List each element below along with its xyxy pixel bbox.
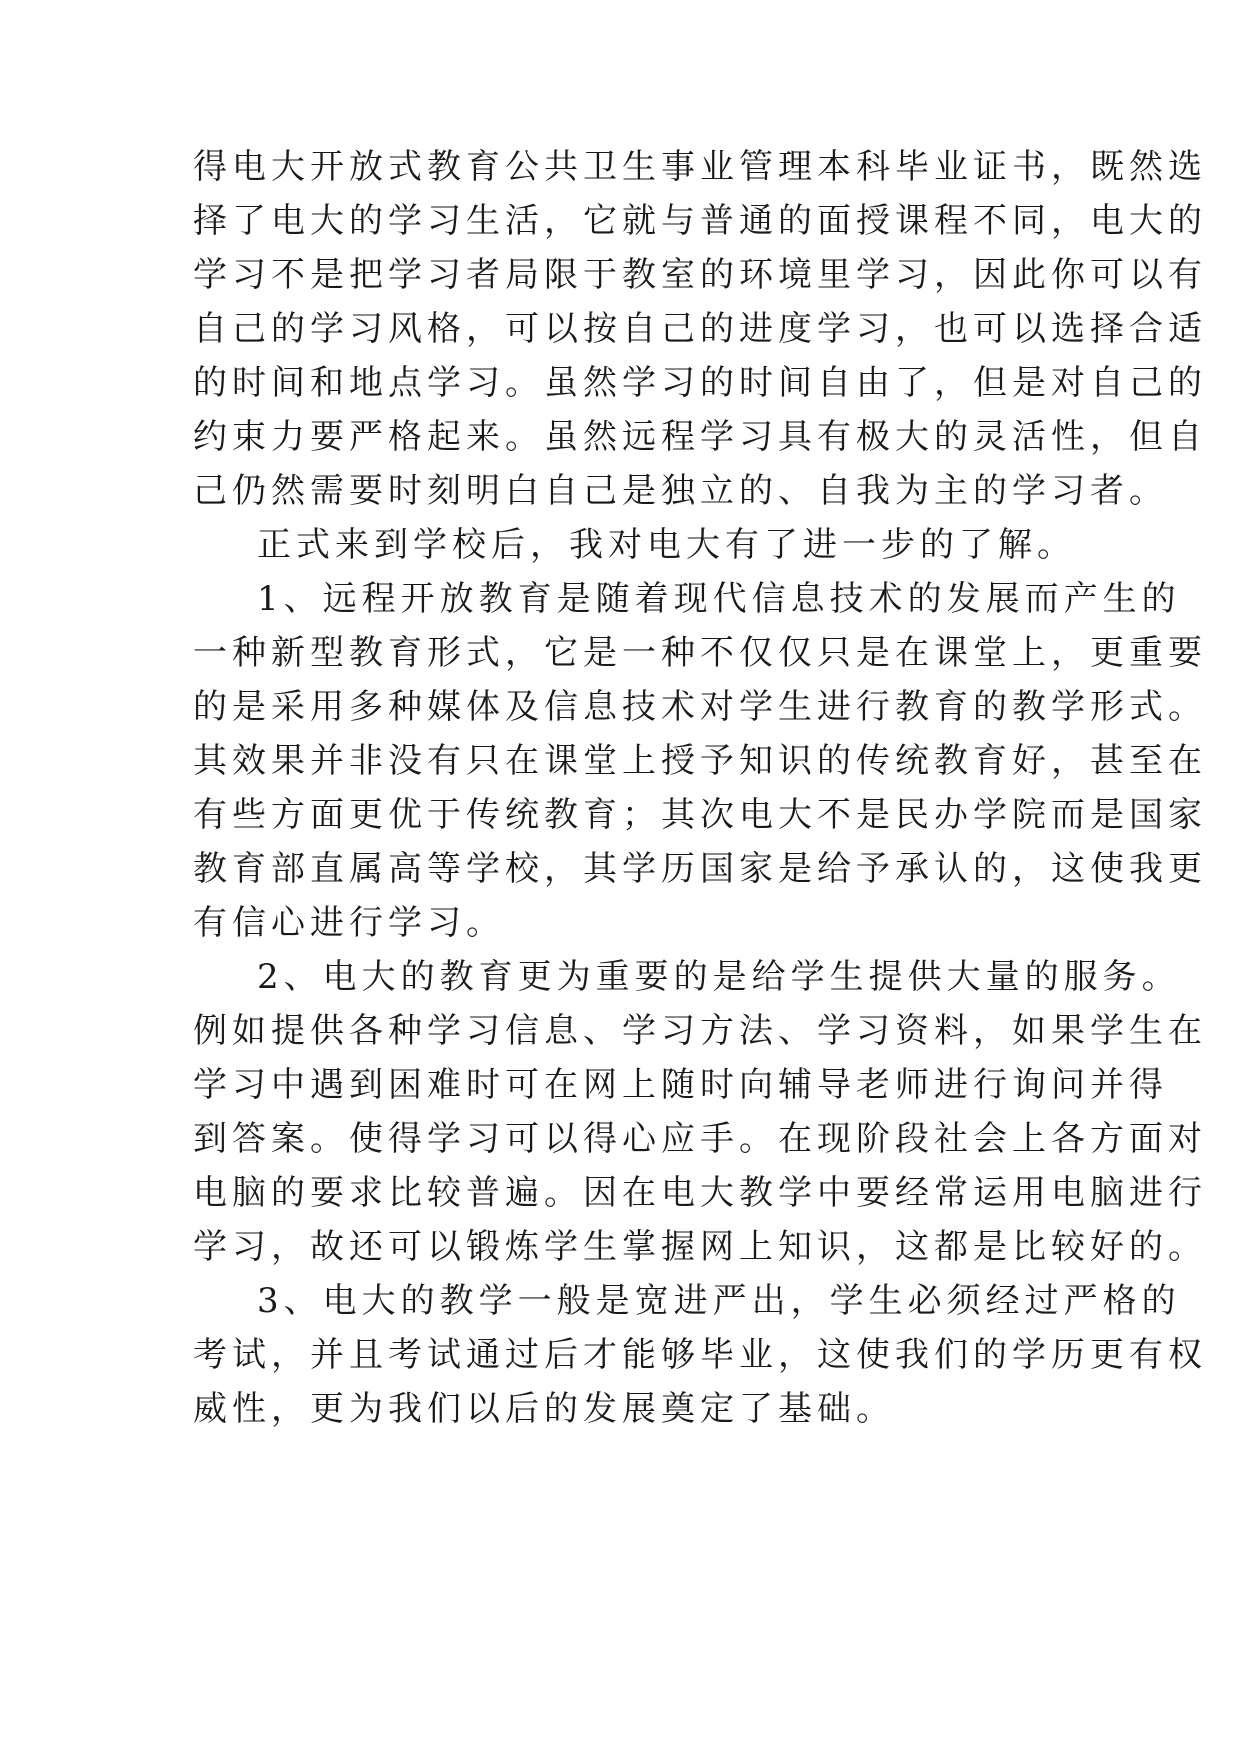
text-line: 例如提供各种学习信息、学习方法、学习资料，如果学生在: [193, 1011, 1207, 1051]
text-line: 有信心进行学习。: [193, 903, 505, 943]
text-line: 一种新型教育形式，它是一种不仅仅只是在课堂上，更重要: [193, 633, 1207, 673]
text-line: 考试，并且考试通过后才能够毕业，这使我们的学历更有权: [193, 1335, 1207, 1375]
text-line: 择了电大的学习生活，它就与普通的面授课程不同，电大的: [193, 201, 1207, 241]
text-line: 学习不是把学习者局限于教室的环境里学习，因此你可以有: [193, 255, 1207, 295]
text-line: 己仍然需要时刻明白自己是独立的、自我为主的学习者。: [193, 471, 1168, 511]
text-line: 得电大开放式教育公共卫生事业管理本科毕业证书，既然选: [193, 147, 1207, 187]
text-line: 约束力要严格起来。虽然远程学习具有极大的灵活性，但自: [193, 417, 1207, 457]
text-line: 3、电大的教学一般是宽进严出，学生必须经过严格的: [257, 1281, 1181, 1321]
text-line: 有些方面更优于传统教育；其次电大不是民办学院而是国家: [193, 795, 1207, 835]
text-line: 学习，故还可以锻炼学生掌握网上知识，这都是比较好的。: [193, 1227, 1207, 1267]
text-line: 的时间和地点学习。虽然学习的时间自由了，但是对自己的: [193, 363, 1207, 403]
text-line: 到答案。使得学习可以得心应手。在现阶段社会上各方面对: [193, 1119, 1207, 1159]
text-line: 学习中遇到困难时可在网上随时向辅导老师进行询问并得: [193, 1065, 1168, 1105]
text-line: 自己的学习风格，可以按自己的进度学习，也可以选择合适: [193, 309, 1207, 349]
text-line: 2、电大的教育更为重要的是给学生提供大量的服务。: [257, 957, 1181, 997]
text-line: 威性，更为我们以后的发展奠定了基础。: [193, 1389, 895, 1429]
text-line: 的是采用多种媒体及信息技术对学生进行教育的教学形式。: [193, 687, 1207, 727]
text-line: 其效果并非没有只在课堂上授予知识的传统教育好，甚至在: [193, 741, 1207, 781]
text-line: 正式来到学校后，我对电大有了进一步的了解。: [257, 525, 1076, 565]
text-line: 电脑的要求比较普遍。因在电大教学中要经常运用电脑进行: [193, 1173, 1207, 1213]
text-line: 教育部直属高等学校，其学历国家是给予承认的，这使我更: [193, 849, 1207, 889]
text-line: 1、远程开放教育是随着现代信息技术的发展而产生的: [257, 579, 1181, 619]
